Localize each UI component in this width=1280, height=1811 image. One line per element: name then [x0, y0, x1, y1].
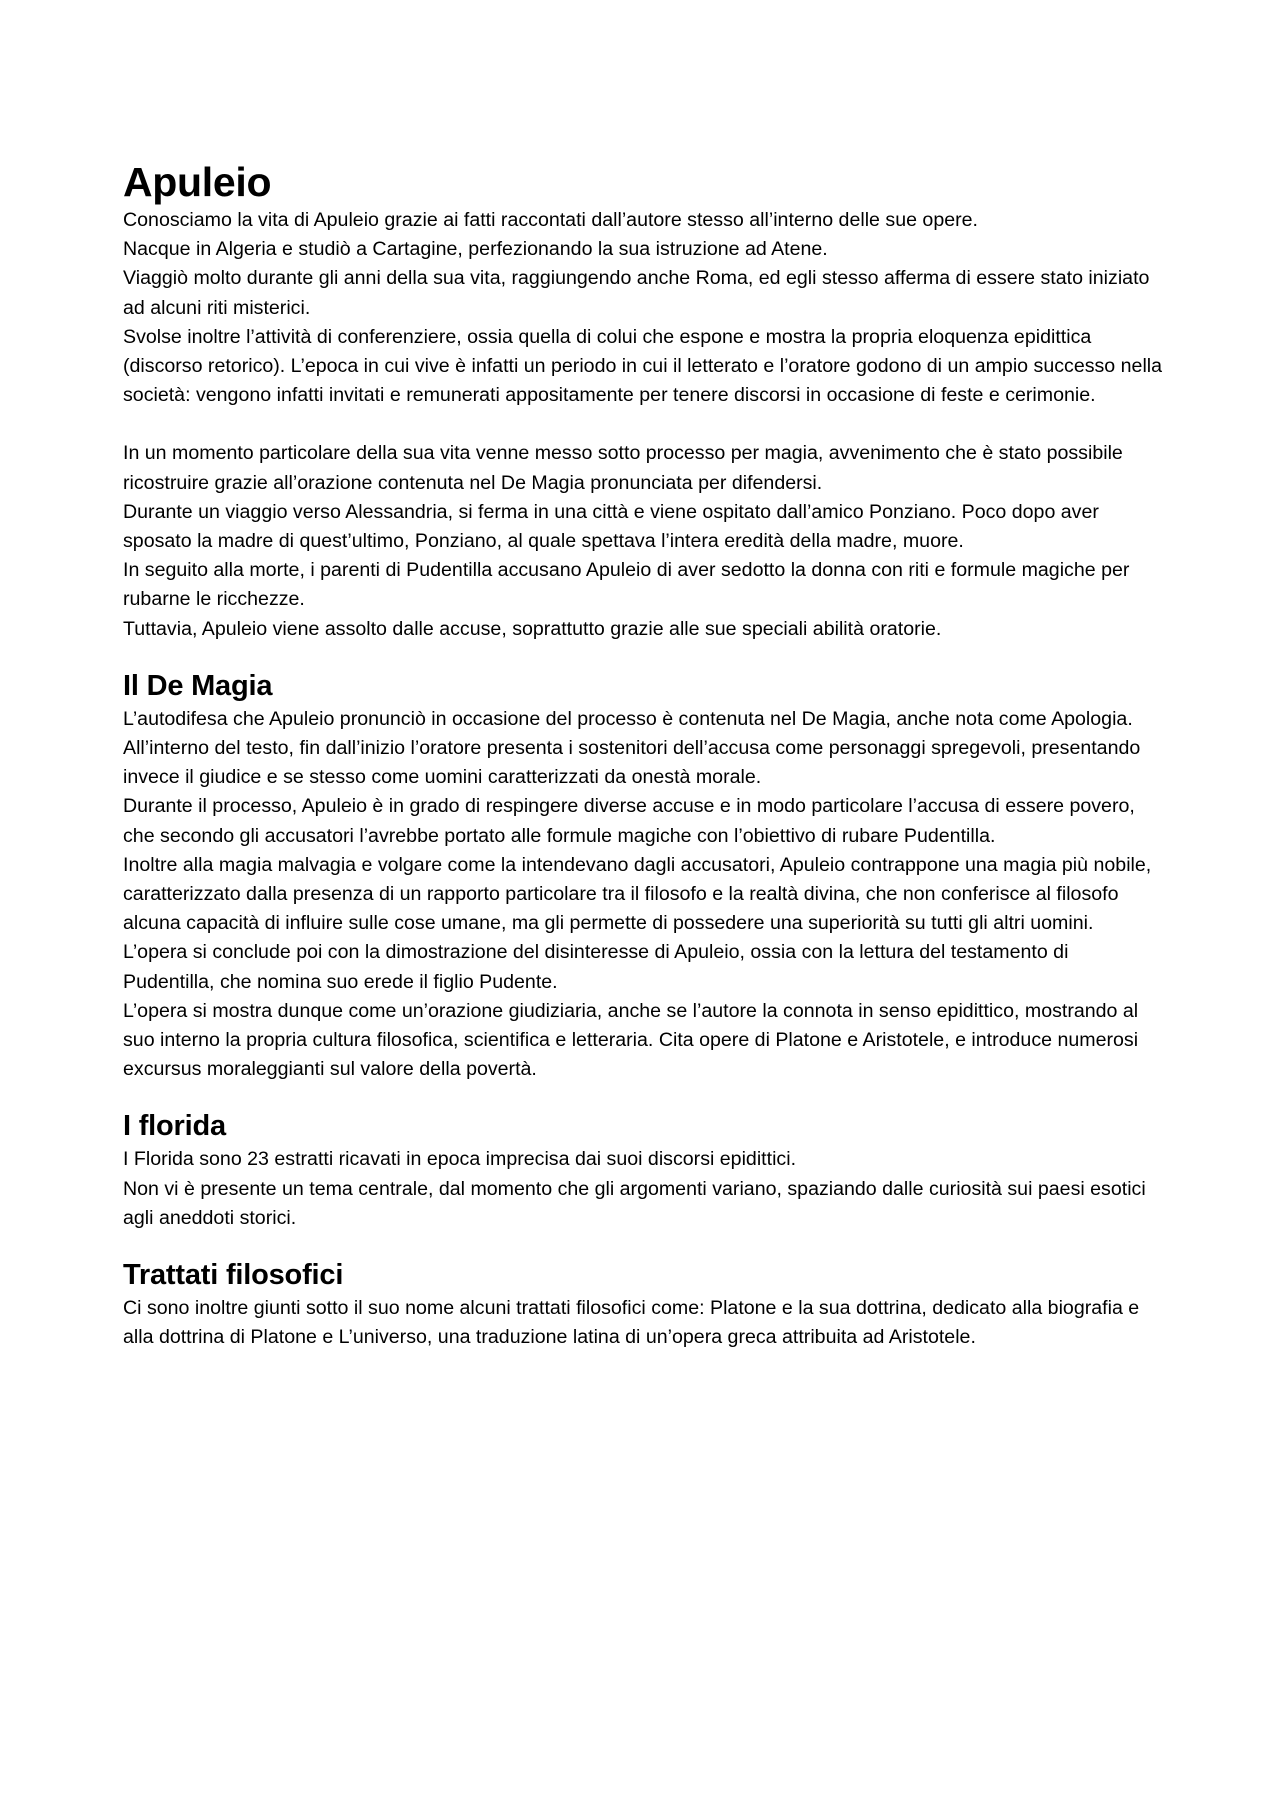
- document-title: Apuleio: [123, 159, 272, 205]
- intro-paragraph: Svolse inoltre l’attività di conferenziere, ossia quella di colui che espone e mostra la propria eloquenza epidittica (discorso retorico). L’epoca in cui vive è infatti un periodo in cui il letterato e l’oratore godono di un ampio successo nella società: vengono infatti invitati e remunerati appositamente per tenere discorsi in occasione di feste e cerimonie.: [123, 325, 1163, 407]
- de-magia-paragraph: L’opera si mostra dunque come un’orazione giudiziaria, anche se l’autore la connota in senso epidittico, mostrando al suo interno la propria cultura filosofica, scientifica e letteraria. Cita opere di Platone e Aristotele, e introduce numerosi excursus moraleggianti sul valore della povertà.: [123, 999, 1139, 1081]
- section-heading-florida: I florida: [123, 1110, 226, 1143]
- trattati-section: [123, 1256, 1163, 1352]
- de-magia-paragraph: L’opera si conclude poi con la dimostrazione del disinteresse di Apuleio, ossia con la lettura del testamento di Pudentilla, che nomina suo erede il figlio Pudente.: [123, 941, 1069, 993]
- de-magia-paragraph: Durante il processo, Apuleio è in grado di respingere diverse accuse e in modo particolare l’accusa di essere povero, che secondo gli accusatori l’avrebbe portato alle formule magiche con l’obiettivo di rubare Pudentilla.: [123, 795, 1135, 847]
- section-spacer: [123, 1233, 1163, 1256]
- de-magia-section: [123, 667, 1163, 1085]
- intro-paragraph: Nacque in Algeria e studiò a Cartagine, perfezionando la sua istruzione ad Atene.: [123, 238, 828, 261]
- florida-section: [123, 1107, 1163, 1233]
- trial-paragraph: Tuttavia, Apuleio viene assolto dalle accuse, soprattutto grazie alle sue speciali abilità oratorie.: [123, 617, 942, 640]
- de-magia-paragraph: Inoltre alla magia malvagia e volgare come la intendevano dagli accusatori, Apuleio contrappone una magia più nobile, caratterizzato dalla presenza di un rapporto particolare tra il filosofo e la realtà divina, che non conferisce al filosofo alcuna capacità di influire sulle cose umane, ma gli permette di possedere una superiorità su tutti gli altri uomini.: [123, 853, 1152, 935]
- intro-section: [123, 206, 1163, 410]
- florida-paragraph: I Florida sono 23 estratti ricavati in epoca imprecisa dai suoi discorsi epidittici.: [123, 1148, 797, 1171]
- trial-paragraph: In seguito alla morte, i parenti di Pudentilla accusano Apuleio di aver sedotto la donna con riti e formule magiche per rubarne le ricchezze.: [123, 559, 1130, 611]
- florida-paragraph: Non vi è presente un tema centrale, dal momento che gli argomenti variano, spaziando dalle curiosità sui paesi esotici agli aneddoti storici.: [123, 1177, 1146, 1229]
- section-heading-de-magia: Il De Magia: [123, 669, 273, 702]
- intro-paragraph: Viaggiò molto durante gli anni della sua vita, raggiungendo anche Roma, ed egli stesso afferma di essere stato iniziato ad alcuni riti misterici.: [123, 267, 1150, 319]
- trial-section: [123, 439, 1163, 643]
- trial-paragraph: Durante un viaggio verso Alessandria, si ferma in una città e viene ospitato dall’amico Ponziano. Poco dopo aver sposato la madre di quest’ultimo, Ponziano, al quale spettava l’intera eredità della madre, muore.: [123, 500, 1099, 553]
- blank-line: [123, 410, 1163, 439]
- section-spacer: [123, 1084, 1163, 1107]
- intro-paragraph: Conosciamo la vita di Apuleio grazie ai fatti raccontati dall’autore stesso all’interno delle sue opere.: [123, 209, 978, 231]
- document-page: [123, 158, 1163, 1353]
- trattati-paragraph: Ci sono inoltre giunti sotto il suo nome alcuni trattati filosofici come: Platone e la sua dottrina, dedicato alla biografia e alla dottrina di Platone e L’universo, una traduzione latina di un’opera greca attribuita ad Aristotele.: [123, 1297, 1140, 1349]
- section-spacer: [123, 644, 1163, 667]
- de-magia-paragraph: L’autodifesa che Apuleio pronunciò in occasione del processo è contenuta nel De Magia, anche nota come Apologia.: [123, 707, 1133, 730]
- de-magia-paragraph: All’interno del testo, fin dall’inizio l’oratore presenta i sostenitori dell’accusa come personaggi spregevoli, presentando invece il giudice e se stesso come uomini caratterizzati da onestà morale.: [123, 737, 1141, 789]
- trial-paragraph: In un momento particolare della sua vita venne messo sotto processo per magia, avvenimento che è stato possibile ricostruire grazie all’orazione contenuta nel De Magia pronunciata per difendersi.: [123, 442, 1123, 494]
- section-heading-trattati: Trattati filosofici: [123, 1259, 344, 1292]
